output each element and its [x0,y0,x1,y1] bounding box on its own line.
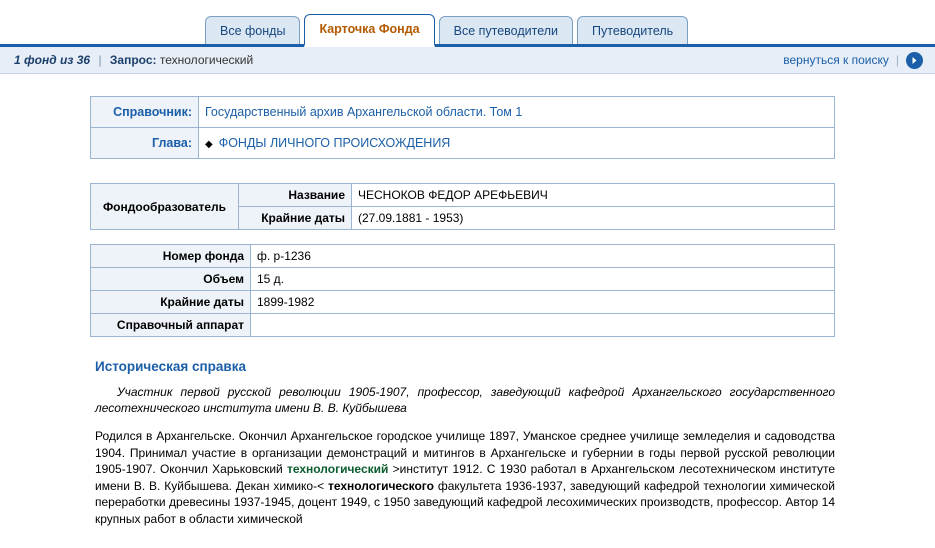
fond-details-table [90,244,835,337]
creator-row-head: Фондообразователь [91,184,239,230]
table-row [91,245,835,268]
action-separator: | [895,53,899,67]
creator-dates-label: Крайние даты [239,207,352,230]
fond-apparatus-label: Справочный аппарат [91,314,251,337]
query-bar [0,47,935,74]
creator-name-value: ЧЕСНОКОВ ФЕДОР АРЕФЬЕВИЧ [352,184,835,207]
table-row [91,314,835,337]
query-separator: | [98,53,102,67]
historical-note-title: Историческая справка [95,359,246,374]
diamond-bullet-icon: ◆ [205,139,213,150]
chapter-label: Глава: [91,128,199,159]
creator-dates-value: (27.09.1881 - 1953) [352,207,835,230]
fond-card-content [0,96,935,527]
tab-all-fonds[interactable]: Все фонды [205,16,300,44]
query-value: технологический [159,53,254,67]
creator-table [90,183,835,230]
result-count: 1 фонд из 36 [14,53,91,67]
tab-list [205,14,688,44]
table-row [91,184,835,207]
back-to-search-link[interactable]: вернуться к поиску [783,53,889,67]
reference-table [90,96,835,159]
history-text-part3: факультета 1936-1937, заведующий кафедрой технологии химической переработки древесины 1937-1945, доцент 1949, с 1950 заведующий кафедрой лесохимических производств, профессор. Автор 14 крупных работ в области химической [95,478,835,526]
fond-apparatus-value [251,314,835,337]
table-row [91,97,835,128]
historical-note [95,359,835,527]
chapter-link[interactable]: ФОНДЫ ЛИЧНОГО ПРОИСХОЖДЕНИЯ [218,136,451,150]
history-highlight-1: технологический [286,462,389,476]
query-actions [783,52,923,69]
circle-arrow-right-icon[interactable] [906,52,923,69]
history-text-part2: >институт 1912. С 1930 работал в Архангельском лесотехническом институте имени В. В. Куйбышева. Декан химико-< [95,462,835,493]
query-label: Запрос: [109,53,157,67]
fond-number-value: ф. р-1236 [251,245,835,268]
reference-label: Справочник: [91,97,199,128]
tab-bar [0,0,935,47]
tab-fond-card[interactable]: Карточка Фонда [304,14,434,47]
historical-note-body [95,428,835,527]
fond-volume-label: Объем [91,268,251,291]
table-row [91,268,835,291]
fond-dates-value: 1899-1982 [251,291,835,314]
historical-note-lead: Участник первой русской революции 1905-1907, профессор, заведующий кафедрой Архангельского государственного лесотехнического института имени В. В. Куйбышева [95,385,835,415]
fond-dates-label: Крайние даты [91,291,251,314]
query-summary [14,53,783,67]
history-text-part1: Родился в Архангельске. Окончил Архангельское городское училище 1897, Уманское среднее училище земледелия и садоводства 1904. Принимал участие в организации демонстраций и митингов в Архангельске и губернии в годы первой русской революции 1905-1907. Окончил Харьковский [95,429,835,476]
tab-all-guides[interactable]: Все путеводители [439,16,573,44]
tab-guide[interactable]: Путеводитель [577,16,688,44]
fond-number-label: Номер фонда [91,245,251,268]
fond-volume-value: 15 д. [251,268,835,291]
chapter-value-cell [199,128,835,159]
table-row [91,291,835,314]
creator-name-label: Название [239,184,352,207]
reference-value: Государственный архив Архангельской области. Том 1 [199,97,835,128]
table-row [91,128,835,159]
history-highlight-2: технологического [327,478,434,493]
